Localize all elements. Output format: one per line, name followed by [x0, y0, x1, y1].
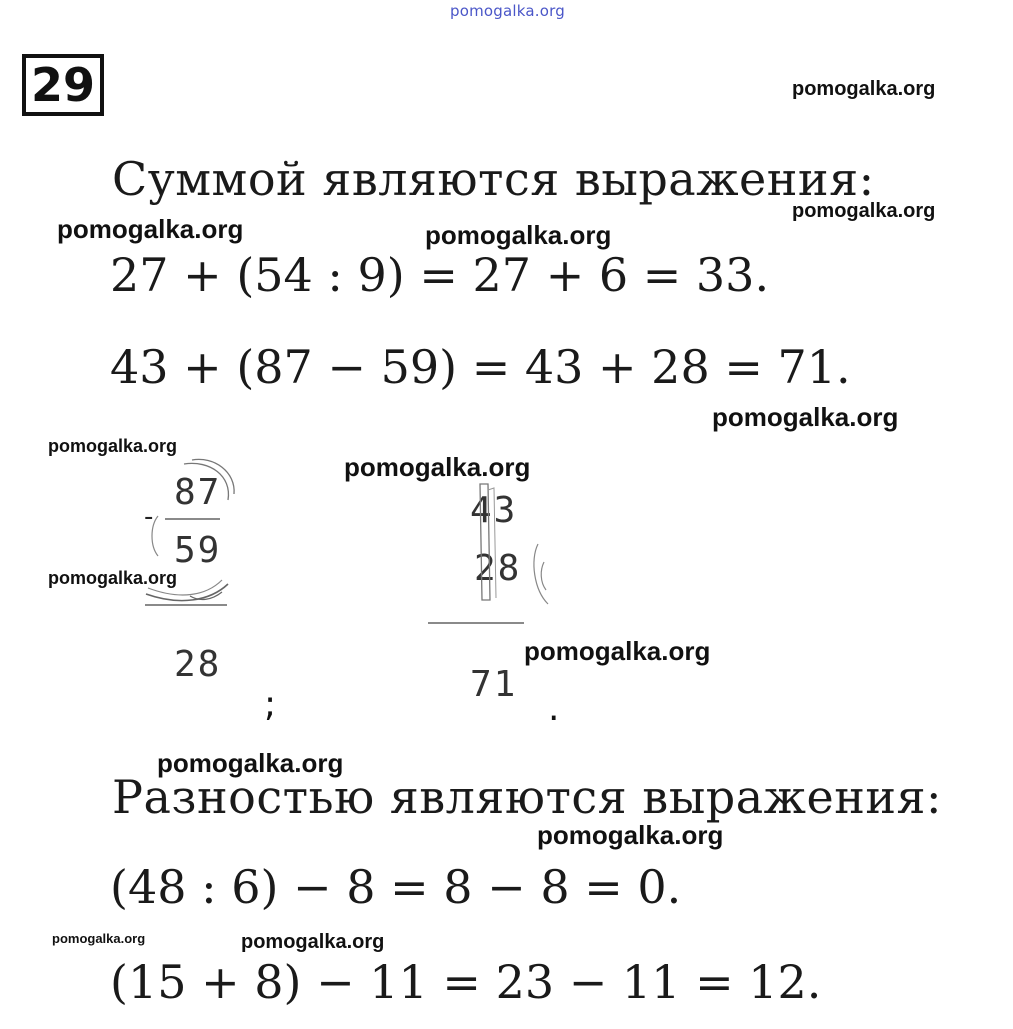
minus-sign: -: [144, 502, 154, 532]
watermark: pomogalka.org: [57, 214, 244, 244]
column-sub-result: 28: [174, 644, 222, 685]
watermark: pomogalka.org: [48, 436, 178, 456]
watermark: pomogalka.org: [712, 402, 899, 432]
sum-heading: Суммой являются выражения:: [112, 152, 875, 206]
watermark: pomogalka.org: [792, 78, 936, 100]
column-add-result-line: [428, 622, 524, 624]
difference-equation-2: (15 + 8) − 11 = 23 − 11 = 12.: [110, 955, 822, 1009]
watermark: pomogalka.org: [241, 931, 385, 953]
watermark: pomogalka.org: [157, 748, 344, 778]
watermark: pomogalka.org: [48, 568, 178, 588]
sum-equation-2: 43 + (87 − 59) = 43 + 28 = 71.: [110, 340, 851, 394]
difference-equation-1: (48 : 6) − 8 = 8 − 8 = 0.: [110, 860, 682, 914]
sum-equation-1: 27 + (54 : 9) = 27 + 6 = 33.: [110, 248, 770, 302]
column-sub-minuend: 87: [174, 472, 222, 513]
watermark: pomogalka.org: [52, 931, 146, 946]
watermark: pomogalka.org: [792, 200, 936, 222]
task-number-box: [22, 54, 104, 116]
column-add-addend-2: 28: [474, 548, 522, 589]
top-site-watermark: pomogalka.org: [450, 2, 565, 20]
column-add-result: 71: [470, 664, 518, 705]
watermark: pomogalka.org: [524, 636, 711, 666]
watermark: pomogalka.org: [537, 820, 724, 850]
column-add-addend-1: 43: [470, 490, 518, 531]
watermark: pomogalka.org: [344, 452, 531, 482]
watermark: pomogalka.org: [425, 220, 612, 250]
column-add-period: .: [548, 688, 560, 729]
task-number: 29: [30, 58, 95, 112]
column-sub-semicolon: ;: [264, 684, 277, 725]
difference-heading: Разностью являются выражения:: [112, 770, 943, 824]
column-sub-subtrahend: 59: [174, 530, 222, 571]
column-add-scribble: [468, 480, 558, 610]
